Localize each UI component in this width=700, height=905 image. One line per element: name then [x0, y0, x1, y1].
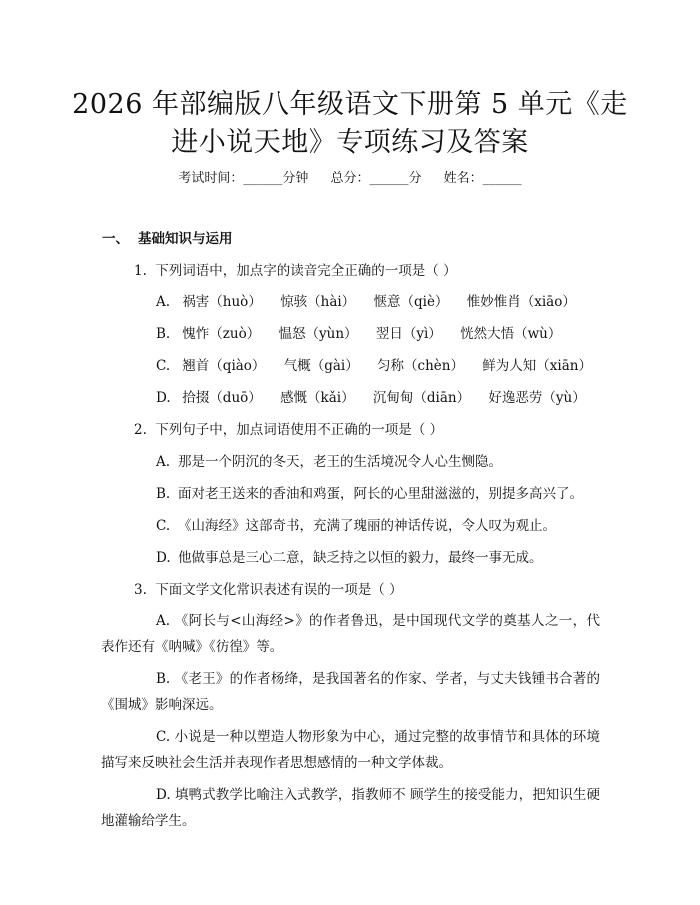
section-title: 基础知识与运用: [138, 231, 233, 247]
option-text: 面对老王送来的香油和鸡蛋，阿长的心里甜滋滋的，别提多高兴了。: [178, 486, 583, 502]
option-text: 填鸭式教学比喻注入式教学，指教师不 顾学生的接受能力，把知识生硬地灌输给学生。: [101, 787, 601, 829]
question-1-stem: [134, 262, 457, 280]
question-3-option-b: [101, 666, 600, 718]
option-word: 气概（gài）: [283, 358, 359, 374]
title-line-1: 2026 年部编版八年级语文下册第 5 单元《走: [72, 89, 628, 120]
option-label: D.: [156, 550, 171, 566]
option-word: 愠怒（yùn）: [278, 326, 358, 342]
option-word: 恍然大悟（wù）: [460, 326, 562, 342]
question-1-option-a: [156, 293, 590, 311]
section-number: 一、: [102, 231, 129, 247]
option-word: 匀称（chèn）: [377, 358, 464, 374]
option-text: 他做事总是三心二意，缺乏持之以恒的毅力，最终一事无成。: [178, 550, 543, 566]
question-2-option-d: [156, 549, 543, 567]
exam-student-name: 姓名：______: [443, 171, 522, 186]
title-line-2: 进小说天地》专项练习及答案: [171, 127, 529, 158]
exam-info: [0, 170, 700, 188]
question-1-option-c: [156, 357, 606, 375]
option-text: 那是一个阴沉的冬天，老王的生活境况令人心生恻隐。: [178, 454, 502, 470]
option-text: 《山海经》这部奇书，充满了瑰丽的神话传说，令人叹为观止。: [178, 518, 556, 534]
option-word: 翌日（yì）: [375, 326, 442, 342]
question-1-option-b: [156, 325, 575, 343]
option-label: B.: [156, 326, 171, 342]
option-label: A.: [156, 613, 171, 629]
option-label: D.: [156, 390, 171, 406]
question-text: 下列句子中，加点词语使用不正确的一项是（ ）: [155, 422, 444, 438]
option-word: 翘首（qiào）: [182, 358, 266, 374]
section-heading: [102, 230, 233, 248]
question-2-option-c: [156, 517, 556, 535]
question-text: 下面文学文化常识表述有误的一项是（ ）: [155, 582, 403, 598]
option-word: 感慨（kǎi）: [280, 390, 355, 406]
option-label: C.: [156, 518, 171, 534]
option-word: 惬意（qiè）: [373, 294, 449, 310]
option-word: 拾掇（duō）: [182, 390, 262, 406]
question-3-option-a: [101, 608, 600, 660]
option-label: A.: [156, 454, 171, 470]
question-text: 下列词语中，加点字的读音完全正确的一项是（ ）: [155, 263, 457, 279]
option-label: C.: [156, 729, 171, 745]
option-text: 《老王》的作者杨绛，是我国著名的作家、学者，与丈夫钱锺书合著的《围城》影响深远。: [101, 671, 601, 713]
question-3-option-d: [101, 782, 600, 834]
question-2-stem: [134, 421, 443, 439]
option-text: 《阿长与<山海经>》的作者鲁迅，是中国现代文学的奠基人之一，代表作还有《呐喊》《彷徨》等。: [101, 613, 601, 655]
question-number: 1.: [134, 263, 147, 279]
option-label: C.: [156, 358, 171, 374]
option-label: B.: [156, 486, 171, 502]
question-3-option-c: [101, 724, 600, 776]
question-1-option-d: [156, 389, 600, 407]
option-word: 祸害（huò）: [182, 294, 262, 310]
option-word: 惊骇（hài）: [280, 294, 356, 310]
option-word: 愧怍（zuò）: [182, 326, 261, 342]
option-word: 好逸恶劳（yù）: [488, 390, 586, 406]
option-label: B.: [156, 671, 171, 687]
question-2-option-a: [156, 453, 502, 471]
question-2-option-b: [156, 485, 583, 503]
option-word: 惟妙惟肖（xiāo）: [466, 294, 576, 310]
question-number: 2.: [134, 422, 147, 438]
question-3-stem: [134, 581, 403, 599]
exam-total-score: 总分：______分: [330, 171, 422, 186]
option-label: A.: [156, 294, 171, 310]
document-title: [60, 86, 640, 162]
exam-time: 考试时间：______分钟: [178, 171, 309, 186]
question-number: 3.: [134, 582, 147, 598]
option-word: 鲜为人知（xiān）: [482, 358, 592, 374]
option-text: 小说是一种以塑造人物形象为中心，通过完整的故事情节和具体的环境描写来反映社会生活并表现作者思想感情的一种文学体裁。: [101, 729, 601, 771]
option-label: D.: [156, 787, 171, 803]
option-word: 沉甸甸（diān）: [372, 390, 471, 406]
